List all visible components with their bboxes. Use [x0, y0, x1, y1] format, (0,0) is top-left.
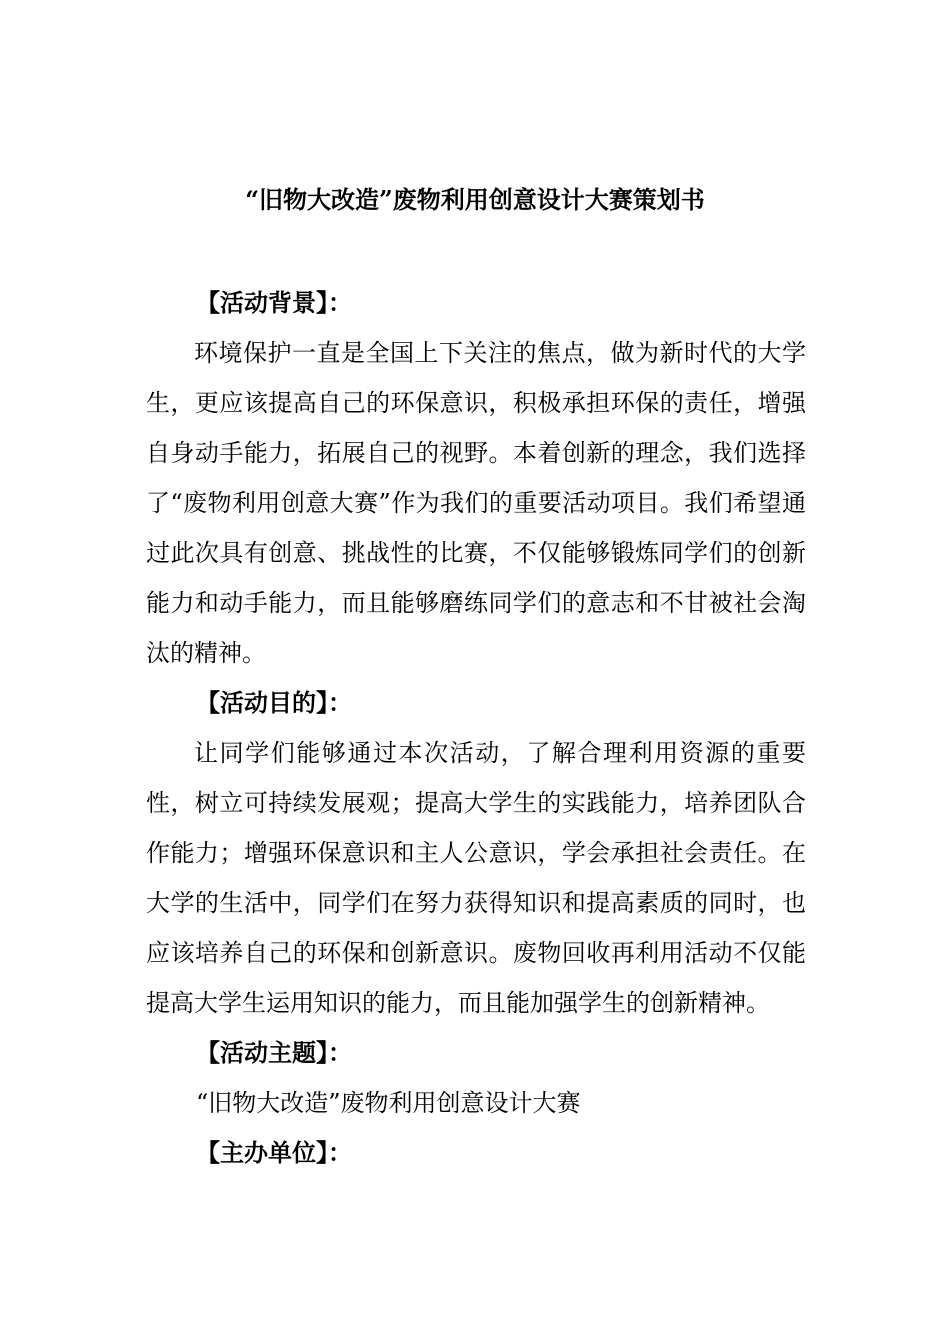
section-heading-theme: 【活动主题】：	[196, 1038, 352, 1067]
document-title: “旧物大改造”废物利用创意设计大赛策划书	[245, 185, 705, 214]
section-heading-purpose: 【活动目的】：	[196, 688, 352, 717]
section-body-background: 环境保护一直是全国上下关注的焦点，做为新时代的大学生，更应该提高自己的环保意识，积极承担环保的责任，增强自身动手能力，拓展自己的视野。本着创新的理念，我们选择了“废物利用创意大赛”作为我们的重要活动项目。我们希望通过此次具有创意、挑战性的比赛，不仅能够锻炼同学们的创新能力和动手能力，而且能够磨练同学们的意志和不甘被社会淘汰的精神。	[146, 339, 806, 667]
section-heading-organizer: 【主办单位】：	[196, 1138, 352, 1167]
section-body-purpose: 让同学们能够通过本次活动，了解合理利用资源的重要性，树立可持续发展观；提高大学生的实践能力，培养团队合作能力；增强环保意识和主人公意识，学会承担社会责任。在大学的生活中，同学们在努力获得知识和提高素质的同时，也应该培养自己的环保和创新意识。废物回收再利用活动不仅能提高大学生运用知识的能力，而且能加强学生的创新精神。	[146, 739, 806, 1017]
section-heading-background: 【活动背景】：	[196, 288, 352, 317]
section-body-theme: “旧物大改造”废物利用创意设计大赛	[196, 1089, 581, 1117]
document-body	[146, 278, 806, 1178]
